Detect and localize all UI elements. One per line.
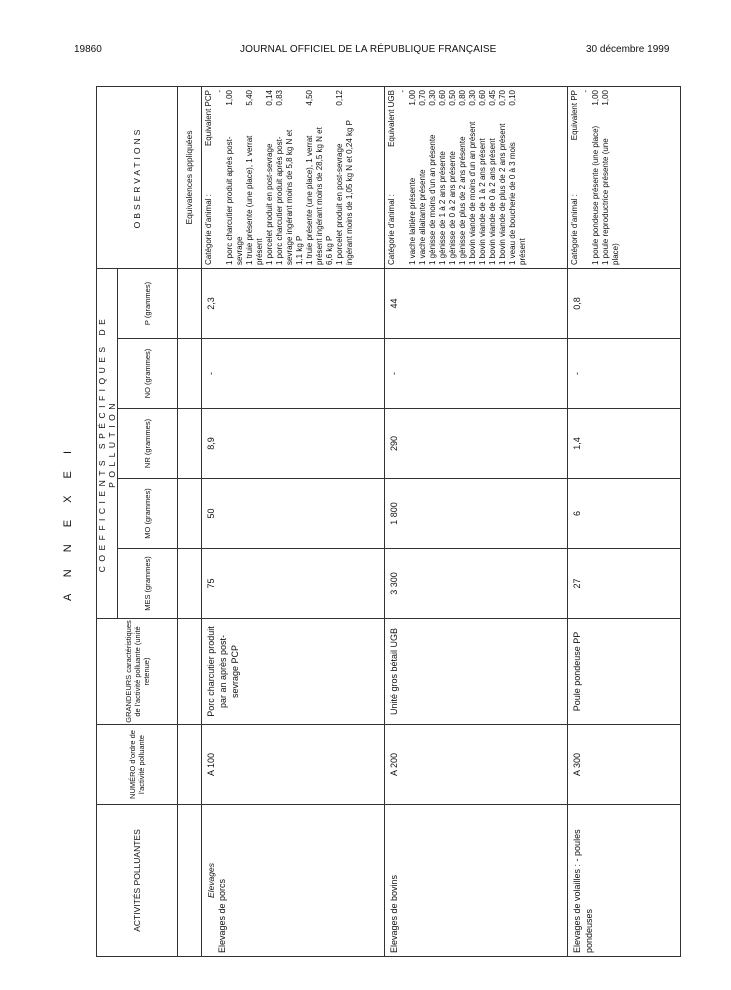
equivalence-item: [438, 90, 448, 265]
header-grandeurs: GRANDEURS caractéristiques de l'activité polluante (unité retenue): [97, 619, 178, 725]
numero-value: A 300: [572, 752, 583, 777]
activite-label: Elevages de bovins: [389, 874, 400, 953]
observations-cell: [385, 87, 568, 269]
page-number: 19860: [74, 44, 102, 55]
numero-cell: [385, 725, 568, 805]
equivalent-header: [570, 90, 580, 265]
numero-cell: [202, 725, 385, 805]
equivalence-value: 0,80: [458, 90, 468, 106]
equivalence-value: 5,40: [245, 90, 255, 106]
equivalence-item: [408, 90, 418, 265]
mes-cell: [385, 549, 568, 619]
mo-value: 50: [206, 508, 217, 519]
p-cell: [202, 269, 385, 339]
header-coefficients: COEFFICIENTS SPÉCIFIQUES DE POLLUTION: [97, 269, 118, 619]
journal-title: JOURNAL OFFICIEL DE LA RÉPUBLIQUE FRANÇAISE: [240, 44, 497, 55]
equivalence-text: 1 porcelet produit en post-sevrage: [265, 143, 275, 265]
rotated-annex-page: [58, 70, 673, 975]
nr-value: 1,4: [572, 437, 583, 450]
p-value: 0,8: [572, 297, 583, 310]
mo-value: 1 800: [389, 502, 400, 525]
equivalence-item: [508, 90, 528, 265]
no-value: -: [389, 372, 400, 375]
equivalence-text: 1 génisse de 0 à 2 ans présente: [448, 151, 458, 265]
equivalence-value: 1,00: [225, 90, 235, 106]
activite-wrap: [568, 805, 595, 956]
equivalence-item: [458, 90, 468, 265]
header-p: P (grammes): [118, 269, 178, 339]
header-mes: MES (grammes): [118, 549, 178, 619]
equivalence-text: 1 truie présente (une place), 1 verrat présent: [245, 135, 265, 265]
equivalence-value: 1,00: [408, 90, 418, 106]
equivalence-item: [305, 90, 335, 265]
equivalence-item: [275, 90, 305, 265]
equivalence-value: 1,00: [591, 90, 601, 106]
equivalence-value: 0,30: [468, 90, 478, 106]
equivalence-item: [428, 90, 438, 265]
mes-value: 3 300: [389, 572, 400, 595]
p-cell: [385, 269, 568, 339]
equivalent-header: [387, 90, 397, 265]
equivalence-value: 0,60: [478, 90, 488, 106]
no-value: -: [206, 372, 217, 375]
activite-label: Elevages de porcs: [217, 878, 228, 953]
numero-value: A 200: [389, 752, 400, 777]
equivalent-header-value: -: [397, 90, 407, 93]
pollution-coefficients-table: [96, 86, 681, 957]
nr-value: 8,9: [206, 437, 217, 450]
observations-wrap: [202, 87, 355, 268]
mes-value: 75: [206, 578, 217, 589]
equivalence-value: 0,12: [335, 90, 345, 106]
table-row: [385, 87, 568, 957]
categorie-label: Catégorie d'animal :: [387, 194, 397, 265]
equivalence-text: 1 poule reproductrice présente (une place): [601, 138, 621, 265]
equivalence-value: 0,14: [265, 90, 275, 106]
equivalence-text: 1 truie présente (une place), 1 verrat présent ingérant moins de 28,5 kg N et 6,6 kg P: [305, 127, 335, 265]
mo-cell: [202, 479, 385, 549]
nr-cell: [568, 409, 681, 479]
equivalence-value: 4,50: [305, 90, 315, 106]
grandeur-value: Porc charcutier produit par an après post-sevrage PCP: [206, 626, 240, 717]
activite-cell: [202, 805, 385, 957]
equivalence-item: [418, 90, 428, 265]
equivalence-item: [335, 90, 355, 265]
observations-cell: [568, 87, 681, 269]
equivalent-header-value: -: [214, 90, 224, 93]
equivalence-text: 1 génisse de moins d'un an présente: [428, 134, 438, 265]
equivalence-text: 1 vache allaitante présente: [418, 169, 428, 265]
equivalence-text: 1 porc charcutier produit après post-sevrage: [225, 136, 245, 265]
equivalence-item: [591, 90, 601, 265]
equivalence-item: [448, 90, 458, 265]
equivalence-text: 1 bovin viande de moins d'un an présent: [468, 121, 478, 265]
observations-wrap: [568, 87, 621, 268]
mes-value: 27: [572, 578, 583, 589]
equivalence-text: 1 vache laitière présente: [408, 177, 418, 265]
activite-wrap: [385, 805, 401, 956]
equivalence-value: 0,70: [418, 90, 428, 106]
equivalence-item: [245, 90, 265, 265]
p-cell: [568, 269, 681, 339]
activite-cell: [385, 805, 568, 957]
grandeur-value: Unité gros bétail UGB: [389, 627, 400, 716]
no-cell: [202, 339, 385, 409]
equivalence-text: 1 porc charcutier produit après post-sevrage ingérant moins de 5,8 kg N et 1,1 kg P: [275, 129, 305, 265]
equivalence-text: 1 bovin viande de 1 à 2 ans présent: [478, 138, 488, 265]
grandeur-cell: [385, 619, 568, 725]
equivalence-value: 0,45: [488, 90, 498, 106]
equivalent-unit: Equivalent PCP: [204, 90, 214, 147]
activite-label: Elevages de volailles : - poules pondeuses: [572, 829, 595, 953]
activite-wrap: [202, 805, 229, 956]
equivalent-unit: Equivalent UGB: [387, 90, 397, 147]
equivalence-text: 1 poule pondeuse présente (une place): [591, 125, 601, 265]
no-cell: [385, 339, 568, 409]
p-value: 44: [389, 298, 400, 309]
observations-cell: [202, 87, 385, 269]
table-row: [202, 87, 385, 957]
equivalence-text: 1 porcelet produit en post-sevrage ingérant moins de 1,05 kg N et 0,24 kg P: [335, 120, 355, 265]
grandeur-value: Poule pondeuse PP: [572, 631, 583, 712]
equivalence-value: 0,10: [508, 90, 518, 106]
equivalence-value: 1,00: [601, 90, 611, 106]
observations-wrap: [385, 87, 528, 268]
header-mo: MO (grammes): [118, 479, 178, 549]
mo-cell: [568, 479, 681, 549]
header-nr: NR (grammes): [118, 409, 178, 479]
publication-date: 30 décembre 1999: [586, 44, 670, 55]
equivalence-text: 1 bovin viande de plus de 2 ans présent: [498, 123, 508, 265]
equivalent-header-value: -: [580, 90, 590, 93]
header-numero: NUMÉRO d'ordre de l'activité polluante: [97, 725, 178, 805]
equivalence-text: 1 génisse de plus de 2 ans présente: [458, 136, 468, 265]
equivalence-value: 0,30: [428, 90, 438, 106]
equivalence-item: [601, 90, 621, 265]
equivalence-text: 1 veau de boucherie de 0 à 3 mois présent: [508, 142, 528, 265]
table-row: [568, 87, 681, 957]
nr-value: 290: [389, 435, 400, 452]
section-label: Elevages: [206, 863, 217, 898]
mes-cell: [202, 549, 385, 619]
equivalence-item: [468, 90, 478, 265]
mes-cell: [568, 549, 681, 619]
table-body: [202, 87, 681, 957]
grandeur-cell: [202, 619, 385, 725]
mo-cell: [385, 479, 568, 549]
equivalence-item: [225, 90, 245, 265]
categorie-label: Catégorie d'animal :: [570, 194, 580, 265]
equivalence-item: [478, 90, 488, 265]
equivalence-value: 0,83: [275, 90, 285, 106]
equivalence-value: 0,70: [498, 90, 508, 106]
equivalence-text: 1 bovin viande de 0 à 2 ans présent: [488, 138, 498, 265]
numero-cell: [568, 725, 681, 805]
header-no: NO (grammes): [118, 339, 178, 409]
header-observations: OBSERVATIONS: [97, 87, 178, 269]
equivalence-value: 0,50: [448, 90, 458, 106]
numero-value: A 100: [206, 752, 217, 777]
p-value: 2,3: [206, 297, 217, 310]
equivalence-item: [265, 90, 275, 265]
annexe-title: A N N E X E I: [62, 443, 74, 602]
equivalence-text: 1 génisse de 1 à 2 ans présente: [438, 151, 448, 265]
equivalences-label: Equivalences appliquées: [184, 130, 195, 225]
no-value: -: [572, 372, 583, 375]
nr-cell: [202, 409, 385, 479]
header-activites: ACTIVITÉS POLLUANTES: [97, 805, 178, 957]
equivalent-header: [204, 90, 214, 265]
categorie-label: Catégorie d'animal :: [204, 194, 214, 265]
equivalence-item: [488, 90, 498, 265]
nr-cell: [385, 409, 568, 479]
equivalence-item: [498, 90, 508, 265]
mo-value: 6: [572, 511, 583, 517]
no-cell: [568, 339, 681, 409]
equivalence-value: 0,60: [438, 90, 448, 106]
grandeur-cell: [568, 619, 681, 725]
activite-cell: [568, 805, 681, 957]
equivalent-unit: Equivalent PP: [570, 90, 580, 141]
